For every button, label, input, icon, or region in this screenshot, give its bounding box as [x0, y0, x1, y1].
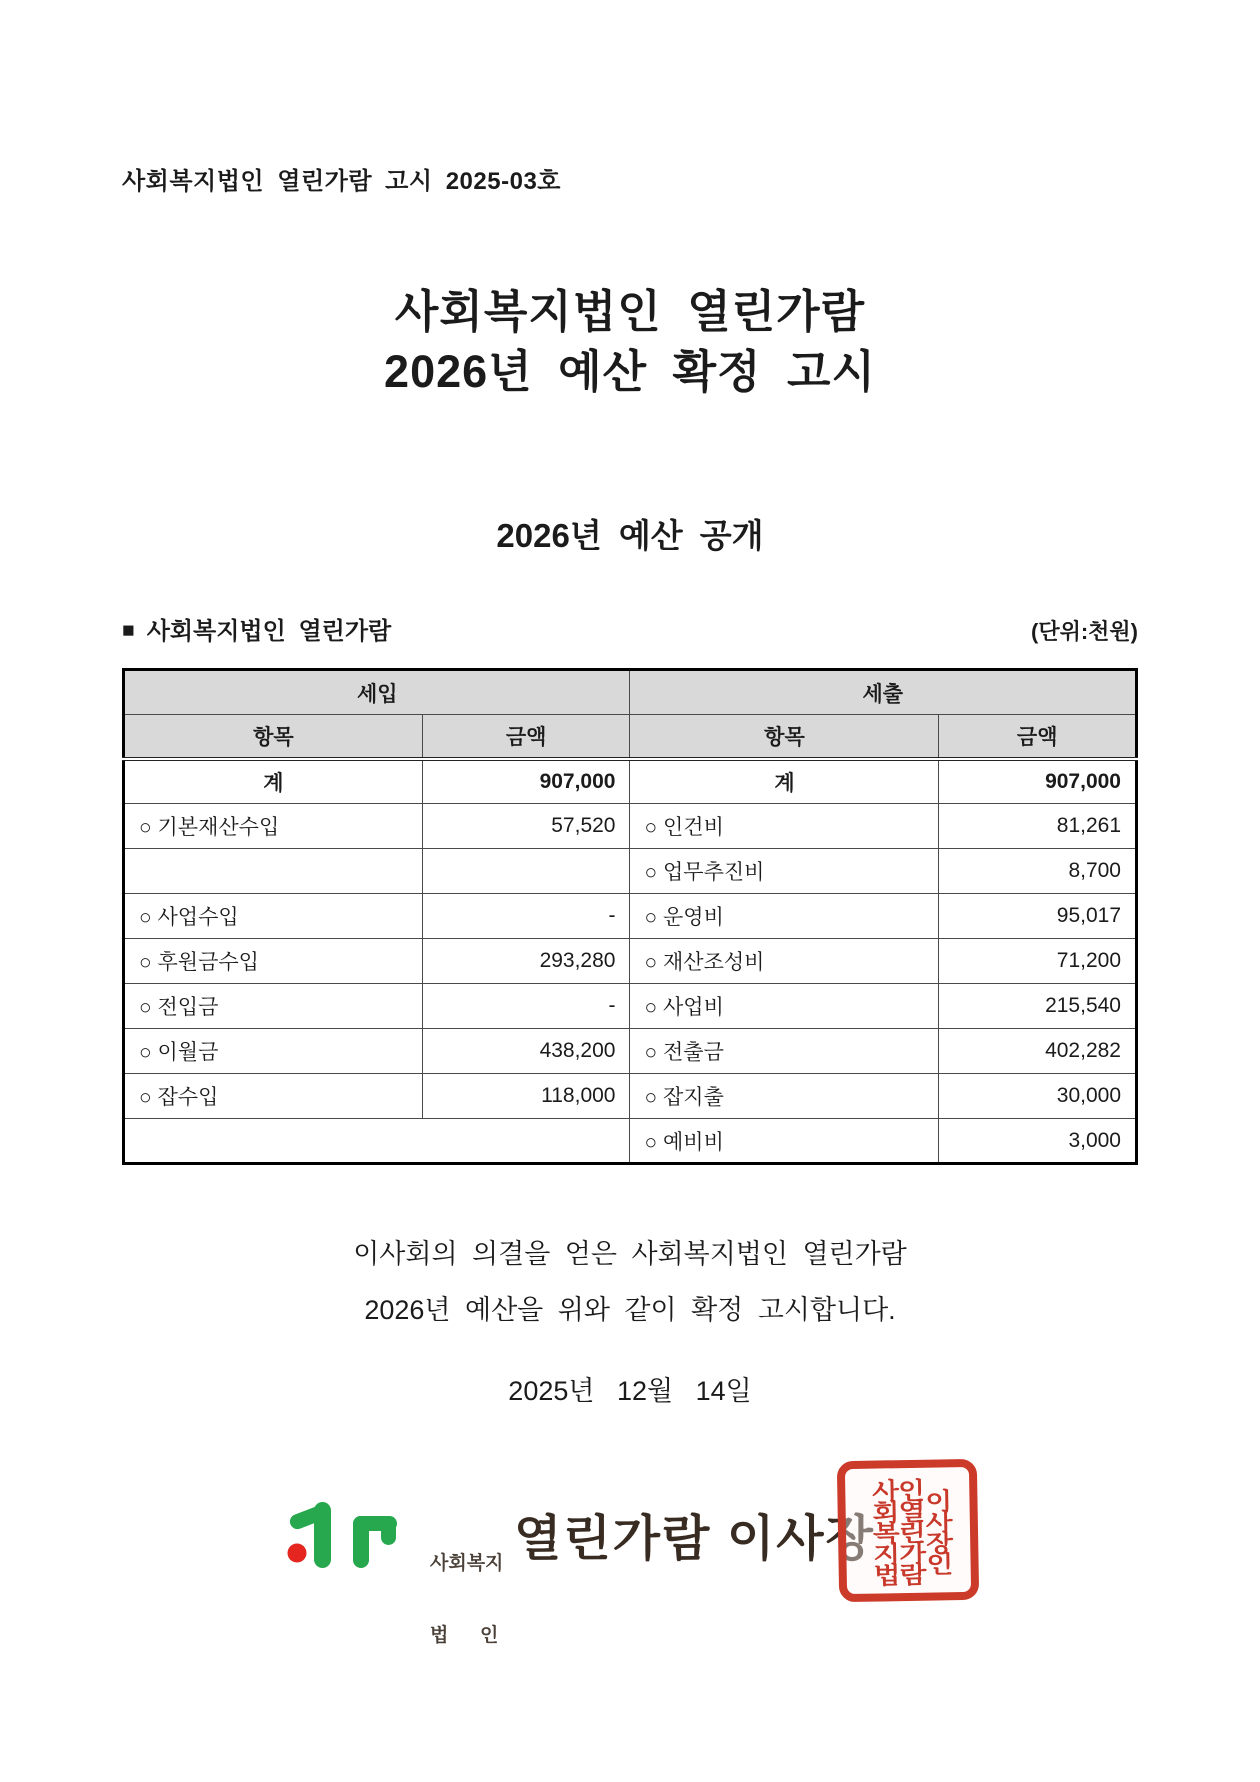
- org-type-label: [430, 1504, 503, 1696]
- closing-line-2: 2026년 예산을 위와 같이 확정 고시합니다.: [364, 1295, 896, 1325]
- table-caption-row: [122, 614, 1138, 646]
- revenue-total-label: 계: [124, 759, 423, 804]
- org-logo-icon: [287, 1490, 411, 1570]
- seal-text-column: 인열린가람: [892, 1477, 925, 1584]
- expenditure-item: ○ 인건비: [630, 804, 939, 849]
- revenue-amount-header: 금액: [422, 715, 630, 759]
- official-seal-stamp: [837, 1459, 979, 1602]
- document-content: [122, 0, 1138, 1646]
- expenditure-amount-header: 금액: [939, 715, 1137, 759]
- org-signature-text: 열린가람 이사장: [514, 1512, 875, 1566]
- revenue-item-header: 항목: [124, 715, 423, 759]
- table-row: [124, 1029, 1137, 1074]
- expenditure-amount: 81,261: [939, 804, 1137, 849]
- table-total-row: [124, 759, 1137, 804]
- expenditure-item: ○ 업무추진비: [630, 849, 939, 894]
- document-subtitle: 2026년 예산 공개: [496, 517, 764, 554]
- expenditure-amount: 95,017: [939, 894, 1137, 939]
- document-title: [122, 282, 1138, 402]
- table-row: [124, 894, 1137, 939]
- closing-line-1: 이사회의 의결을 얻은 사회복지법인 열린가람: [353, 1239, 907, 1269]
- expenditure-amount: 30,000: [939, 1074, 1137, 1119]
- revenue-item: ○ 기본재산수입: [124, 804, 423, 849]
- revenue-item: ○ 잡수입: [124, 1074, 423, 1119]
- revenue-amount: 118,000: [422, 1074, 630, 1119]
- seal-text-column: 이사장인: [919, 1487, 951, 1573]
- expenditure-amount: 8,700: [939, 849, 1137, 894]
- revenue-amount: -: [422, 984, 630, 1029]
- organization-name: 사회복지법인 열린가람: [146, 618, 392, 645]
- signature-block: [122, 1460, 1138, 1646]
- org-type-line-1: 사회복지: [430, 1553, 504, 1574]
- expenditure-item: ○ 재산조성비: [630, 939, 939, 984]
- expenditure-amount: 71,200: [939, 939, 1137, 984]
- revenue-item: ○ 전입금: [124, 984, 423, 1029]
- black-square-bullet-icon: ■: [122, 619, 135, 642]
- expenditure-amount: 215,540: [939, 984, 1137, 1029]
- revenue-amount: [422, 849, 630, 894]
- expenditure-amount: 402,282: [939, 1029, 1137, 1074]
- expenditure-amount: 3,000: [939, 1119, 1137, 1164]
- unit-label: (단위:천원): [1031, 619, 1138, 644]
- table-row: [124, 1074, 1137, 1119]
- revenue-amount: -: [422, 894, 630, 939]
- expenditure-group-header: 세출: [630, 670, 1137, 715]
- notice-number: 사회복지법인 열린가람 고시 2025-03호: [122, 168, 561, 195]
- revenue-item: ○ 사업수입: [124, 894, 423, 939]
- expenditure-total-amount: 907,000: [939, 759, 1137, 804]
- expenditure-total-label: 계: [630, 759, 939, 804]
- organization-label: [122, 611, 391, 646]
- revenue-group-header: 세입: [124, 670, 630, 715]
- table-group-header-row: [124, 670, 1137, 715]
- title-line-1: 사회복지법인 열린가람: [394, 286, 866, 337]
- revenue-item: [124, 849, 423, 894]
- revenue-amount: 438,200: [422, 1029, 630, 1074]
- table-column-header-row: [124, 715, 1137, 759]
- expenditure-item: ○ 잡지출: [630, 1074, 939, 1119]
- expenditure-item: ○ 운영비: [630, 894, 939, 939]
- title-line-2: 2026년 예산 확정 고시: [384, 346, 876, 397]
- budget-table: [122, 668, 1138, 1165]
- announcement-date: 2025년 12월 14일: [508, 1376, 752, 1406]
- closing-statement: [122, 1226, 1138, 1338]
- revenue-amount: 293,280: [422, 939, 630, 984]
- expenditure-item: ○ 전출금: [630, 1029, 939, 1074]
- revenue-item: ○ 후원금수입: [124, 939, 423, 984]
- revenue-amount: 57,520: [422, 804, 630, 849]
- revenue-total-amount: 907,000: [422, 759, 630, 804]
- expenditure-item-header: 항목: [630, 715, 939, 759]
- table-row: [124, 1119, 1137, 1164]
- table-row: [124, 939, 1137, 984]
- table-row: [124, 984, 1137, 1029]
- revenue-empty-merged-cell: [124, 1119, 630, 1164]
- expenditure-item: ○ 예비비: [630, 1119, 939, 1164]
- revenue-item: ○ 이월금: [124, 1029, 423, 1074]
- table-row: [124, 849, 1137, 894]
- table-row: [124, 804, 1137, 849]
- seal-text-column: 사회복지법: [866, 1478, 899, 1584]
- expenditure-item: ○ 사업비: [630, 984, 939, 1029]
- org-type-line-2: 법 인: [430, 1625, 499, 1646]
